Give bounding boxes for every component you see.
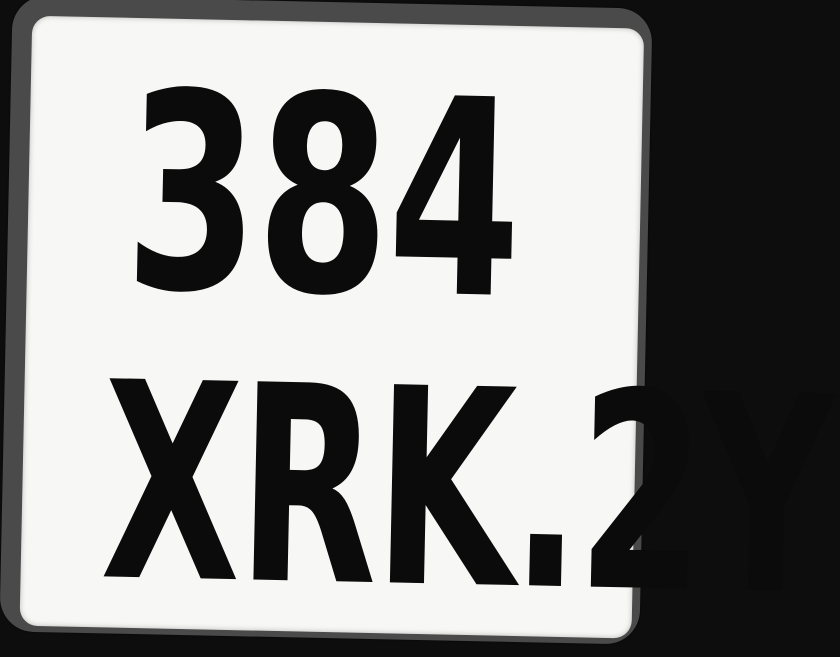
plate-line-1: 384 (122, 35, 523, 360)
plate-face (20, 16, 833, 657)
plate-line-2: XRK.2Y (98, 325, 833, 657)
